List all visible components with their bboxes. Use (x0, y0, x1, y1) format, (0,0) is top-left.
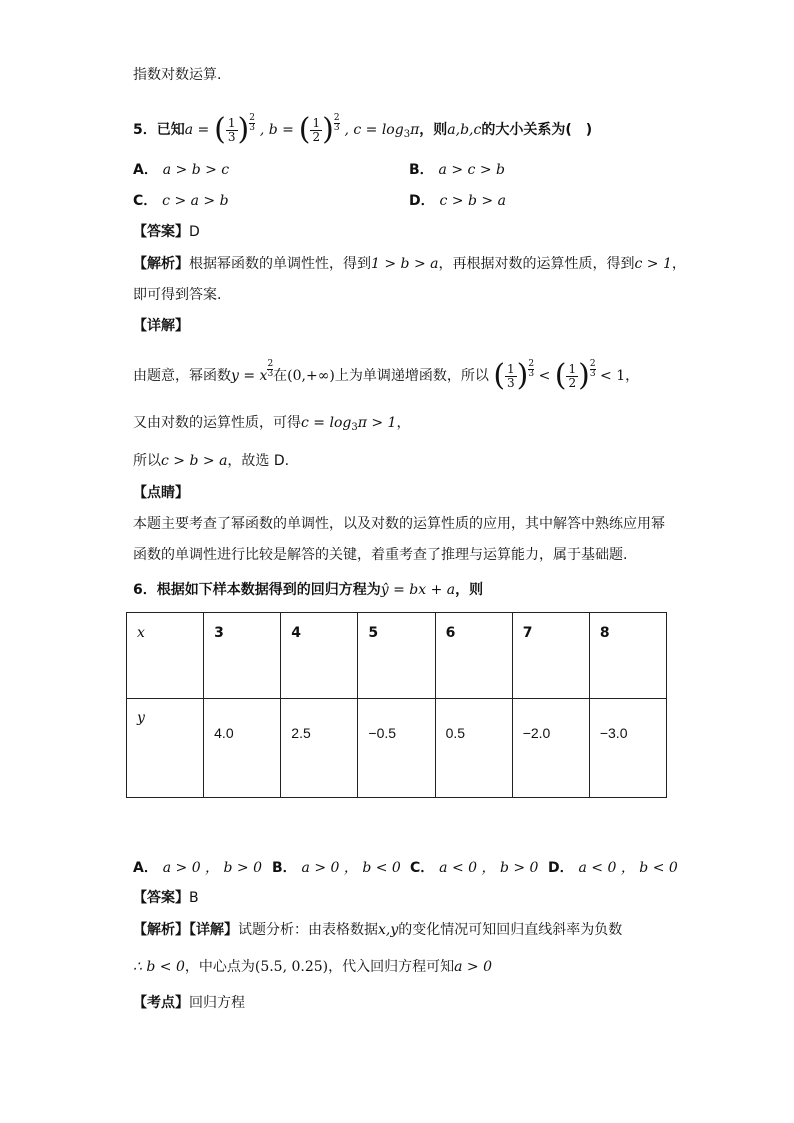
q5-analysis-line1: 【解析】根据幂函数的单调性性，得到1 > b > a，再根据对数的运算性质，得到c > 1， (133, 256, 686, 272)
table-cell-y-label: y (127, 699, 204, 798)
fraction-one-third: $\frac{1}{3}$ (227, 115, 236, 144)
q5-detail-line2: 又由对数的运算性质，可得$c = \log_3\pi > 1$， (133, 415, 411, 433)
table-cell: 4.0 (204, 699, 281, 798)
q5-comment-tag: 【点睛】 (133, 485, 189, 501)
exponent-two-thirds: $\frac{2}{3}$ (249, 113, 255, 133)
q5-tail: 的大小关系为( ) (481, 122, 593, 138)
q6-stem: 6．根据如下样本数据得到的回归方程为ŷ = bx + a，则 (133, 582, 484, 598)
table-cell: 3 (204, 613, 281, 699)
q5-b-def: , b = (259, 122, 294, 138)
q5-detail-tag: 【详解】 (133, 318, 189, 334)
q5-option-d[interactable]: D． c > b > a (409, 193, 506, 209)
table-cell: 6 (435, 613, 512, 699)
q5-option-a[interactable]: A． a > b > c (133, 162, 230, 178)
q5-vars: a,b,c (447, 122, 482, 138)
previous-answer-tail: 指数对数运算. (133, 67, 222, 83)
q6-option-b[interactable]: B． a > 0 ， b < 0 (272, 860, 401, 876)
q6-option-d[interactable]: D． a < 0 ， b < 0 (548, 860, 678, 876)
q5-stem: 5．已知a = ( $\frac{1}{3}$ ) $\frac{2}{3}$ , b = ( $\frac{1}{2}$ ) $\frac{2}{3}$ , $c = \log_3\pi$，则a,b,c的大小关系为( ) (133, 112, 593, 147)
sample-data-table (126, 612, 667, 798)
exponent-two-thirds: $\frac{2}{3}$ (333, 113, 340, 133)
q5-option-c[interactable]: C． c > a > b (133, 193, 229, 209)
q5-c-def: , c = log (344, 122, 404, 138)
table-cell: 4 (281, 613, 358, 699)
paren-right: ) (237, 112, 250, 147)
paren-left: ( (214, 112, 226, 147)
q6-answer: 【答案】B (133, 890, 199, 906)
table-cell: −2.0 (512, 699, 589, 798)
table-row (127, 613, 667, 699)
q5-a-def: a = (184, 122, 210, 138)
table-row (127, 699, 667, 798)
q5-lead: 已知 (156, 122, 185, 138)
table-cell: 8 (589, 613, 666, 699)
q6-analysis-line1: 【解析】【详解】试题分析：由表格数据x,y的变化情况可知回归直线斜率为负数 (133, 922, 623, 938)
table-cell: 7 (512, 613, 589, 699)
q5-answer: 【答案】D (133, 224, 200, 240)
q5-then: ，则 (419, 122, 448, 138)
q5-detail-line3: 所以c > b > a，故选 D. (133, 453, 290, 469)
table-cell: 0.5 (435, 699, 512, 798)
q5-comment-line2: 函数的单调性进行比较是解答的关键，着重考查了推理与运算能力，属于基础题. (133, 547, 628, 563)
table-cell: 2.5 (281, 699, 358, 798)
q5-option-b[interactable]: B． a > c > b (409, 162, 505, 178)
q5-analysis-line2: 即可得到答案. (133, 287, 222, 303)
fraction-one-half: $\frac{1}{2}$ (312, 115, 321, 144)
table-cell: −3.0 (589, 699, 666, 798)
q6-option-a[interactable]: A． a > 0 ， b > 0 (133, 860, 263, 876)
q6-key-point: 【考点】回归方程 (133, 995, 245, 1011)
table-cell: −0.5 (358, 699, 435, 798)
q5-comment-line1: 本题主要考查了幂函数的单调性，以及对数的运算性质的应用，其中解答中熟练应用幂 (133, 516, 665, 532)
q6-analysis-line2: ∴ b < 0，中心点为(5.5, 0.25)，代入回归方程可知a > 0 (133, 959, 493, 975)
q6-option-c[interactable]: C． a < 0 ， b > 0 (410, 860, 539, 876)
table-cell-x-label: x (127, 613, 204, 699)
q5-detail-line1: 由题意，幂函数y = x $\frac{2}{3}$ 在(0,+∞)上为单调递增函数，所以 ( $\frac{1}{3}$ ) $\frac{2}{3}$ < ( $\frac{1}{2}$ ) $\frac{2}{3}$ < 1， (133, 358, 640, 393)
q5-number: 5． (133, 122, 157, 138)
exponent-two-thirds: $\frac{2}{3}$ (267, 359, 274, 379)
table-cell: 5 (358, 613, 435, 699)
